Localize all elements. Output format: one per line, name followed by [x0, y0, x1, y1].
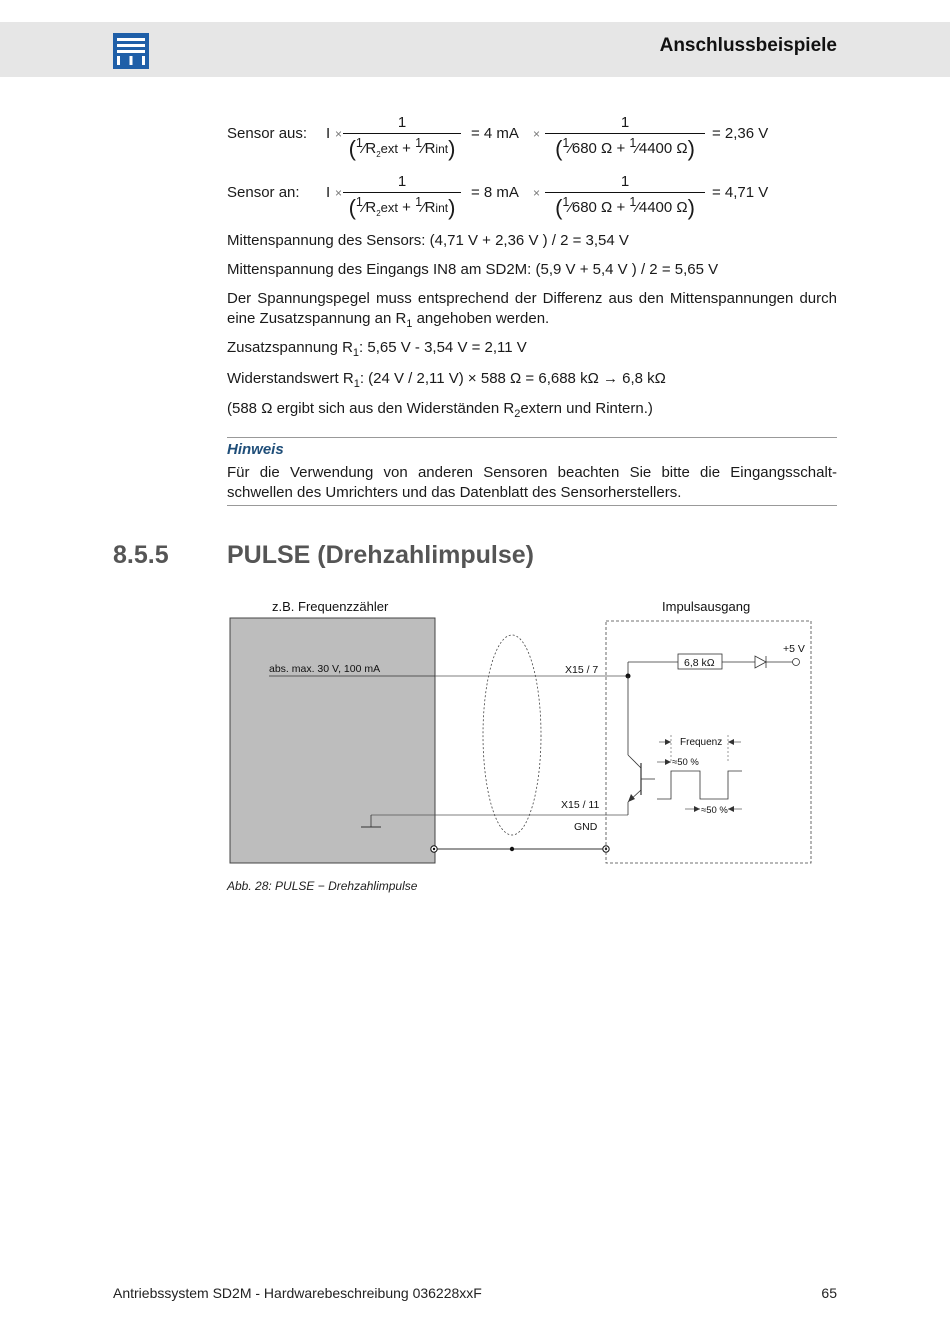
rhs-numerator: 1 [620, 114, 630, 131]
formula-label: Sensor an: [227, 184, 300, 201]
terminal-bottom-label: X15 / 11 [561, 799, 600, 811]
supply-terminal [793, 659, 800, 666]
lhs-denominator: ($^1⁄R_2ext$ + $^1$⁄Rint) [348, 195, 456, 220]
paragraph-input-midvoltage: Mittenspannung des Eingangs IN8 am SD2M: (5,9 V + 5,4 V ) / 2 = 5,65 V [227, 261, 719, 278]
lhs-denominator: ($^1⁄R_2ext$ + $^1$⁄Rint) [348, 136, 456, 161]
formula-result: = 2,36 V [712, 125, 769, 142]
note-divider-bottom [227, 505, 837, 506]
left-device-label: z.B. Frequenzzähler [272, 599, 389, 614]
rhs-denominator: ($^1$⁄680 Ω + $^1$⁄4400 Ω) [555, 195, 695, 220]
times-sign: × [335, 127, 343, 141]
current-symbol: I [326, 184, 331, 201]
lhs-fraction [343, 174, 461, 223]
times-sign: × [533, 127, 541, 141]
footer-document-title: Antriebssystem SD2M - Hardwarebeschreibung 036228xxF [113, 1285, 482, 1301]
section-title: PULSE (Drehzahlimpulse) [227, 541, 534, 569]
paragraph-voltage-level: Der Spannungspegel muss entsprechend der Differenz aus den Mittenspannungen durch eine Zusatzspannung an $R_1$ angehoben werden. [227, 290, 837, 330]
page-number: 65 [821, 1285, 837, 1301]
note-title: Hinweis [227, 441, 284, 458]
times-sign: × [335, 186, 343, 200]
paragraph-additional-voltage: Zusatzspannung $R_1$: 5,65 V - 3,54 V = 2,11 V [227, 339, 527, 359]
right-device-label: Impulsausgang [662, 599, 751, 614]
supply-label: +5 V [783, 643, 805, 655]
note-text: Für die Verwendung von anderen Sensoren beachten Sie bitte die Eingangsschalt-schwellen des Umrichters und das Datenblatt des Sensorherstellers. [227, 464, 837, 501]
pulse-waveform [657, 771, 742, 799]
gnd-label: GND [574, 821, 598, 833]
figure-caption: Abb. 28: PULSE − Drehzahlimpulse [227, 879, 418, 893]
terminal-top-label: X15 / 7 [565, 664, 599, 676]
formula-sensor-on [227, 174, 837, 224]
pulse-wiring-diagram [225, 595, 825, 870]
paragraph-resistance-note: (588 Ω ergibt sich aus den Widerständen $R_2extern$ und Rintern.) [227, 400, 653, 420]
lhs-fraction [343, 115, 461, 164]
paragraph-resistance-value: Widerstandswert $R_1$: (24 V / 2,11 V) × 588 Ω = 6,688 kΩ → 6,8 kΩ [227, 370, 666, 390]
transistor-emitter-arrow [628, 794, 635, 802]
note-divider-top [227, 437, 837, 438]
duty-cycle-top-label: ≈50 % [672, 757, 699, 768]
frequency-counter-box [230, 618, 435, 863]
frequency-label: Frequenz [680, 737, 723, 748]
formula-label: Sensor aus: [227, 125, 308, 142]
rhs-numerator: 1 [620, 173, 630, 190]
formula-result: = 4,71 V [712, 184, 769, 201]
equals-value: = 8 mA [471, 184, 519, 201]
times-sign: × [533, 186, 541, 200]
rhs-fraction [545, 114, 705, 161]
current-symbol: I [326, 125, 331, 142]
lhs-numerator: 1 [397, 173, 407, 190]
cable-shield [483, 635, 541, 835]
rhs-fraction [545, 173, 705, 220]
paragraph-sensor-midvoltage: Mittenspannung des Sensors: (4,71 V + 2,36 V ) / 2 = 3,54 V [227, 232, 629, 249]
formula-sensor-off [227, 115, 837, 165]
page-header-title: Anschlussbeispiele [659, 35, 837, 56]
diode-icon [755, 656, 766, 668]
sew-logo-icon [113, 33, 149, 69]
limit-label: abs. max. 30 V, 100 mA [269, 663, 381, 675]
equals-value: = 4 mA [471, 125, 519, 142]
rhs-denominator: ($^1$⁄680 Ω + $^1$⁄4400 Ω) [555, 136, 695, 161]
section-number: 8.5.5 [113, 541, 169, 569]
lhs-numerator: 1 [397, 114, 407, 131]
duty-cycle-bottom-label: ≈50 % [701, 805, 728, 816]
resistor-label: 6,8 kΩ [684, 657, 715, 669]
